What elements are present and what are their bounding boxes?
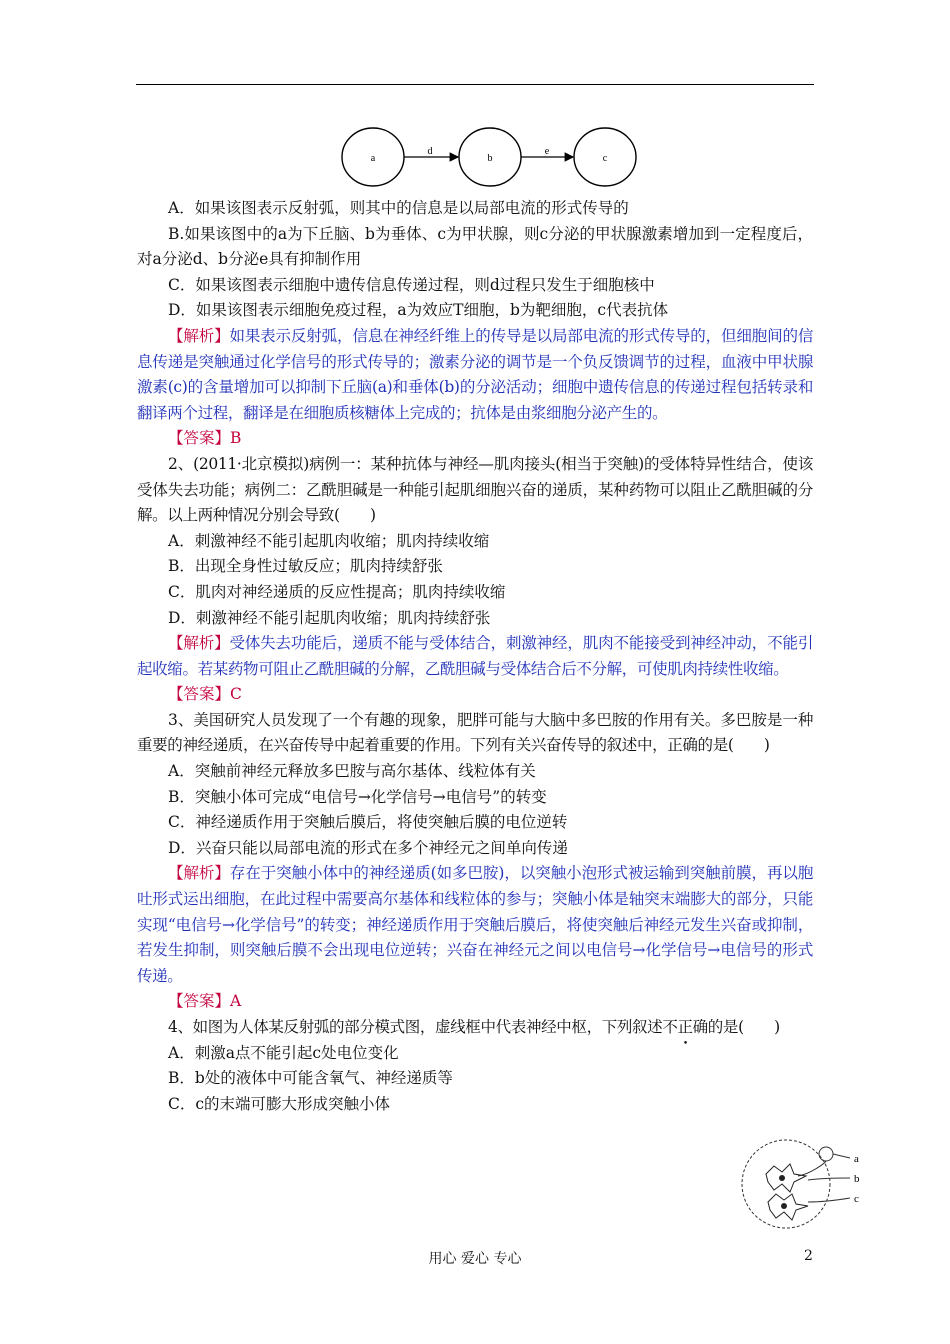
q1-answer-tag: 【答案】 xyxy=(168,429,231,448)
arrow-d-label: d xyxy=(427,146,433,157)
q4-stem xyxy=(137,1015,813,1041)
q4-stem-emphasis: 不 xyxy=(662,1018,678,1036)
q1-option-b: B.如果该图中的a为下丘脑、b为垂体、c为甲状腺，则c分泌的甲状腺激素增加到一定程度后，对a分泌d、b分泌e具有抑制作用 xyxy=(137,224,813,269)
q1-analysis-tag: 【解析】 xyxy=(168,326,230,345)
node-a-label: a xyxy=(370,153,376,164)
q1-analysis-text: 如果表示反射弧，信息在神经纤维上的传导是以局部电流的形式传导的，但细胞间的信息传递是突触通过化学信号的形式传导的；激素分泌的调节是一个负反馈调节的过程，血液中甲状腺激素(c)的含量增加可以抑制下丘脑(a)和垂体(b)的分泌活动；细胞中遗传信息的传递过程包括转录和翻译两个过程，翻译是在细胞质核糖体上完成的；抗体是由浆细胞分泌产生的。 xyxy=(137,326,813,422)
reflex-arc-figure xyxy=(738,1134,868,1234)
page-number: 2 xyxy=(804,1248,813,1264)
fig2-label-a: a xyxy=(854,1153,859,1165)
q2-answer xyxy=(137,682,813,708)
footer-motto: 用心 爱心 专心 xyxy=(428,1251,522,1267)
q3-stem: 3、美国研究人员发现了一个有趣的现象，肥胖可能与大脑中多巴胺的作用有关。多巴胺是一种重要的神经递质，在兴奋传导中起着重要的作用。下列有关兴奋传导的叙述中，正确的是( ) xyxy=(137,710,813,755)
node-c-label: c xyxy=(602,153,608,164)
fig2-label-b: b xyxy=(854,1173,860,1185)
neuron-lower xyxy=(768,1194,808,1220)
q2-answer-value: C xyxy=(230,685,242,704)
fiber-b xyxy=(808,1178,850,1180)
neural-center-dashed-circle xyxy=(742,1140,830,1228)
fiber-a xyxy=(833,1154,850,1158)
q2-analysis xyxy=(137,631,813,682)
q4-option-a: A．刺激a点不能引起c处电位变化 xyxy=(168,1043,399,1062)
header-rule xyxy=(136,84,814,85)
neuron-upper xyxy=(766,1164,806,1192)
q1-answer-value: B xyxy=(230,429,242,448)
neuron-lower-nucleus xyxy=(781,1203,787,1209)
q3-answer xyxy=(137,989,813,1015)
page-content xyxy=(137,196,813,1117)
q2-option-b: B．出现全身性过敏反应；肌肉持续舒张 xyxy=(168,557,443,576)
q3-analysis-tag: 【解析】 xyxy=(168,864,230,883)
fiber-c xyxy=(808,1198,850,1202)
q3-option-c: C．神经递质作用于突触后膜后，将使突触后膜的电位逆转 xyxy=(168,813,568,832)
q2-analysis-tag: 【解析】 xyxy=(168,634,230,653)
q2-option-d: D．刺激神经不能引起肌肉收缩；肌肉持续舒张 xyxy=(168,608,491,627)
node-a-small-circle xyxy=(819,1147,833,1161)
q1-option-a: A．如果该图表示反射弧，则其中的信息是以局部电流的形式传导的 xyxy=(168,199,629,217)
neuron-upper-nucleus xyxy=(779,1175,785,1181)
node-b-label: b xyxy=(487,153,493,164)
q2-option-c: C．肌肉对神经递质的反应性提高；肌肉持续收缩 xyxy=(168,582,506,601)
q2-analysis-text: 受体失去功能后，递质不能与受体结合，刺激神经，肌肉不能接受到神经冲动，不能引起收缩。若某药物可阻止乙酰胆碱的分解，乙酰胆碱与受体结合后不分解，可使肌肉持续性收缩。 xyxy=(137,634,813,678)
q3-option-a: A．突触前神经元释放多巴胺与高尔基体、线粒体有关 xyxy=(168,762,536,781)
q4-stem-before: 4、如图为人体某反射弧的部分模式图，虚线框中代表神经中枢，下列叙述 xyxy=(168,1018,663,1036)
q4-stem-after: 正确的是( ) xyxy=(677,1018,780,1036)
axon-connector xyxy=(798,1161,826,1176)
q3-analysis-text: 存在于突触小体中的神经递质(如多巴胺)，以突触小泡形式被运输到突触前膜，再以胞吐形式运出细胞，在此过程中需要高尔基体和线粒体的参与；突触小体是轴突末端膨大的部分，只能实现“电信号→化学信号”的转变；神经递质作用于突触后膜后，将使突触后神经元发生兴奋或抑制，若发生抑制，则突触后膜不会出现电位逆转；兴奋在神经元之间以电信号→化学信号→电信号的形式传递。 xyxy=(137,864,813,985)
q2-answer-tag: 【答案】 xyxy=(168,685,231,704)
q3-analysis xyxy=(137,861,813,989)
q1-option-c: C．如果该图表示细胞中遗传信息传递过程，则d过程只发生于细胞核中 xyxy=(168,275,655,294)
flow-diagram-abc xyxy=(340,126,640,188)
q3-answer-value: A xyxy=(230,992,242,1011)
q1-answer xyxy=(137,426,813,452)
q2-stem: 2、(2011·北京模拟)病例一：某种抗体与神经—肌肉接头(相当于突触)的受体特异性结合，使该受体失去功能；病例二：乙酰胆碱是一种能引起肌细胞兴奋的递质，某种药物可以阻止乙酰胆碱的分解。以上两种情况分别会导致( ) xyxy=(137,454,813,525)
fig2-label-c: c xyxy=(854,1193,859,1205)
q1-option-d: D．如果该图表示细胞免疫过程，a为效应T细胞，b为靶细胞，c代表抗体 xyxy=(168,301,669,320)
q4-option-c: C．c的末端可膨大形成突触小体 xyxy=(168,1094,391,1113)
q3-option-b: B．突触小体可完成“电信号→化学信号→电信号”的转变 xyxy=(168,787,547,806)
q3-answer-tag: 【答案】 xyxy=(168,992,231,1011)
q3-option-d: D．兴奋只能以局部电流的形式在多个神经元之间单向传递 xyxy=(168,838,568,857)
page-footer xyxy=(0,1248,950,1270)
q1-analysis xyxy=(137,324,813,426)
q2-option-a: A．刺激神经不能引起肌肉收缩；肌肉持续收缩 xyxy=(168,531,490,550)
q4-option-b: B．b处的液体中可能含氧气、神经递质等 xyxy=(168,1069,453,1088)
arrow-e-label: e xyxy=(544,146,550,157)
